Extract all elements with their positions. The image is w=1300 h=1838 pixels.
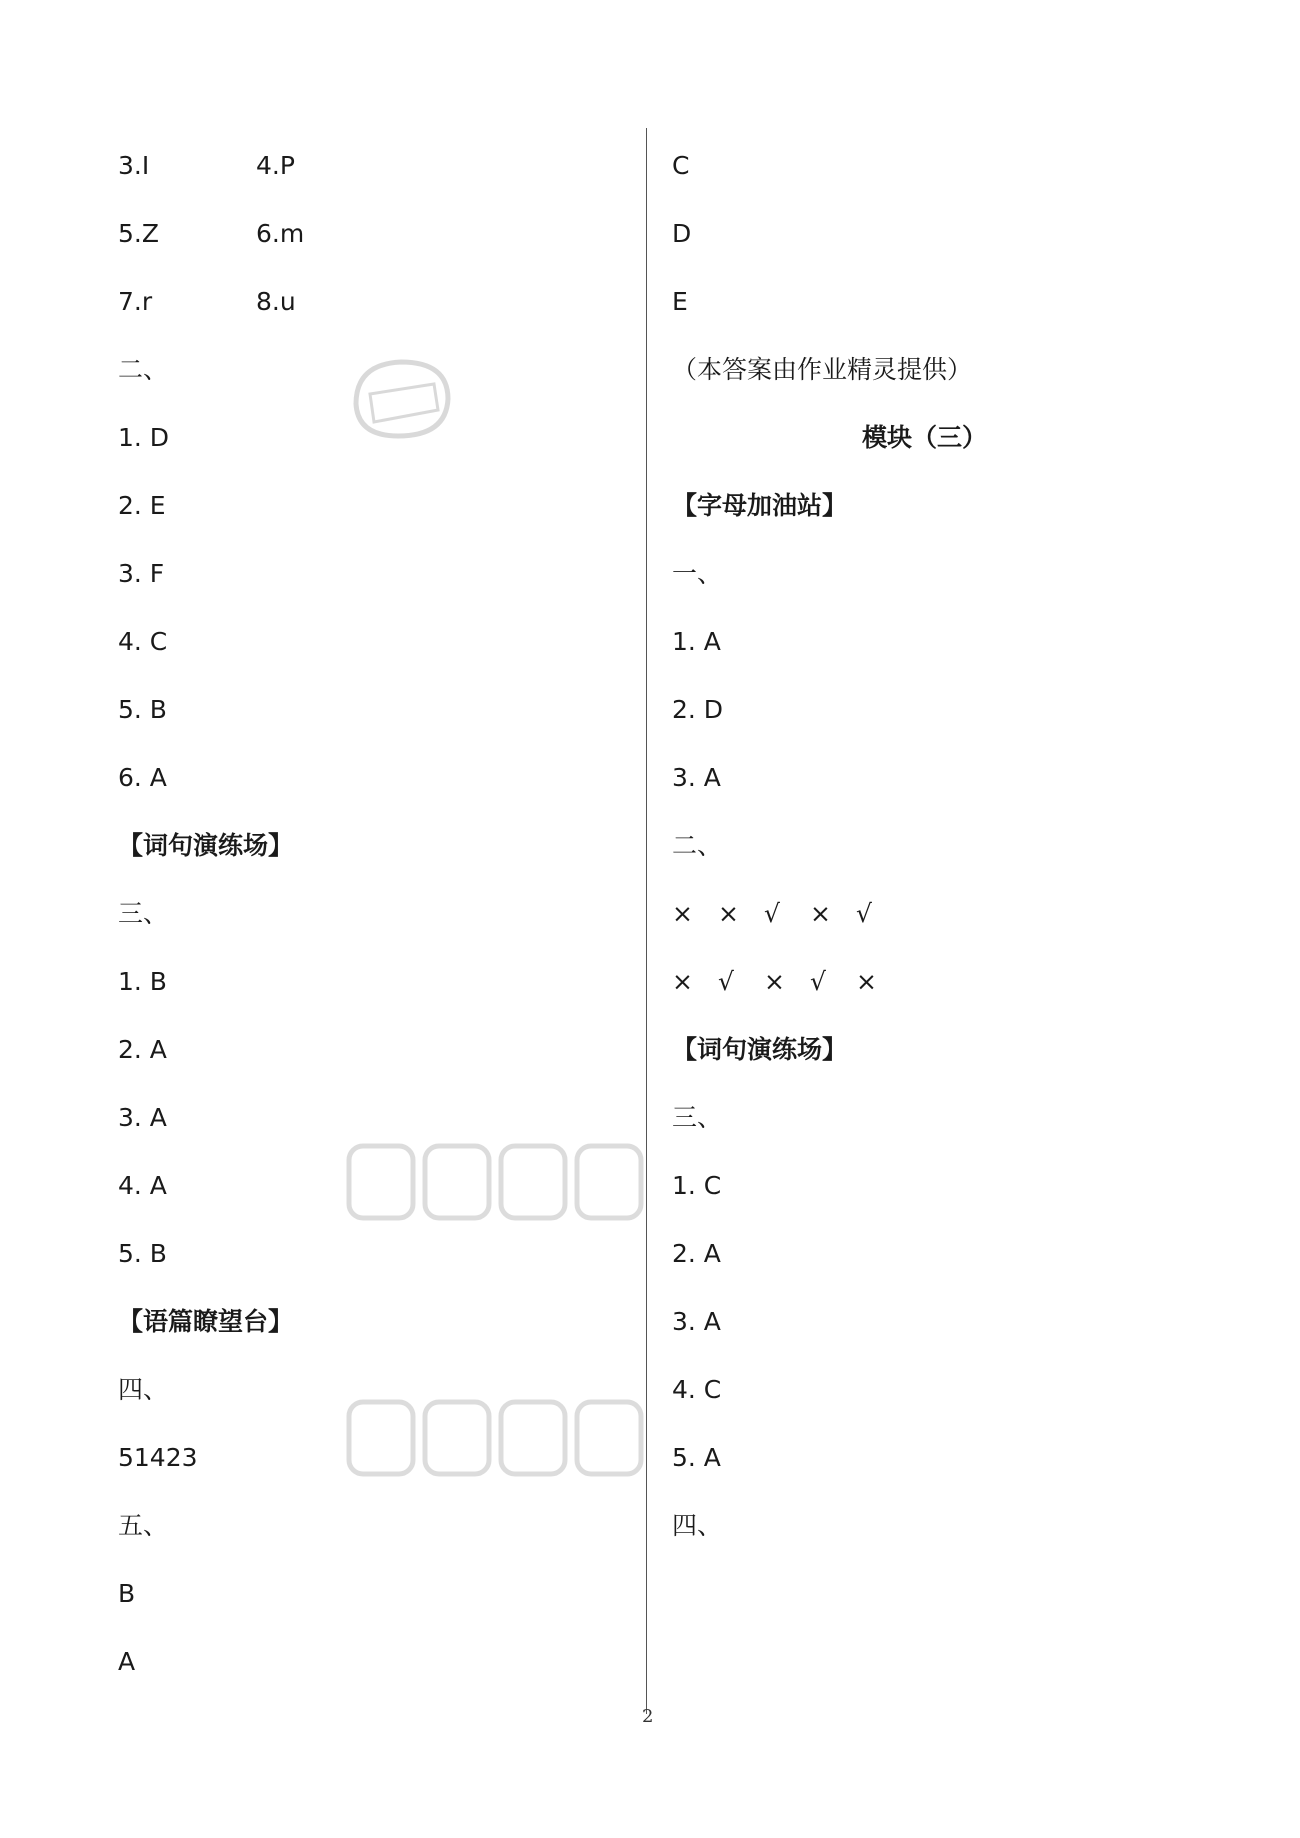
section-heading: 【词句演练场】: [672, 1035, 848, 1064]
answer-pair-row: [118, 286, 296, 318]
answer-item: 2. A: [672, 1239, 721, 1268]
answer-item: C: [672, 151, 690, 180]
judgement-mark: √: [764, 899, 780, 928]
judgement-mark: √: [810, 967, 826, 996]
answer-item: 8.u: [256, 287, 296, 316]
answer-item: E: [672, 287, 688, 316]
judgement-mark: ×: [810, 899, 831, 928]
answer-item: 4. A: [118, 1171, 167, 1200]
answer-item: 1. C: [672, 1171, 722, 1200]
column-divider: [646, 128, 647, 1714]
section-heading: 【语篇瞭望台】: [118, 1307, 294, 1336]
section-number: 一、: [672, 559, 723, 588]
answer-item: 4. C: [118, 627, 168, 656]
answer-item: 3. A: [118, 1103, 167, 1132]
section-number: 二、: [118, 355, 169, 384]
answer-item: 51423: [118, 1443, 198, 1472]
answer-item: D: [672, 219, 692, 248]
judgement-mark: ×: [718, 899, 739, 928]
module-title: 模块（三）: [862, 423, 988, 452]
answer-item: A: [118, 1647, 136, 1676]
section-number: 四、: [672, 1511, 723, 1540]
judgement-mark: ×: [672, 899, 693, 928]
answer-pair-row: [118, 218, 305, 250]
answer-item: B: [118, 1579, 136, 1608]
judgement-marks-row: [672, 898, 902, 930]
section-heading: 【字母加油站】: [672, 491, 848, 520]
judgement-mark: ×: [856, 967, 877, 996]
answer-item: 5. A: [672, 1443, 721, 1472]
section-heading: 【词句演练场】: [118, 831, 294, 860]
page-number: 2: [642, 1706, 654, 1727]
section-number: 二、: [672, 831, 723, 860]
answer-item: 4.P: [256, 151, 295, 180]
answer-item: 2. E: [118, 491, 166, 520]
answer-item: 5. B: [118, 695, 167, 724]
answer-item: 6.m: [256, 219, 305, 248]
answer-item: 5. B: [118, 1239, 167, 1268]
answer-item: 3. F: [118, 559, 165, 588]
source-note: （本答案由作业精灵提供）: [672, 355, 973, 384]
answer-item: 5.Z: [118, 219, 159, 248]
watermark-logo-icon: [336, 344, 466, 454]
answer-item: 1. D: [118, 423, 170, 452]
judgement-mark: √: [718, 967, 734, 996]
watermark-text-icon: [345, 1394, 645, 1484]
judgement-mark: ×: [672, 967, 693, 996]
watermark-text-icon: [345, 1138, 645, 1228]
judgement-marks-row: [672, 966, 902, 998]
judgement-mark: ×: [764, 967, 785, 996]
answer-item: 7.r: [118, 287, 153, 316]
section-number: 四、: [118, 1375, 169, 1404]
answer-item: 1. A: [672, 627, 721, 656]
section-number: 三、: [118, 899, 169, 928]
answer-item: 3. A: [672, 1307, 721, 1336]
answer-item: 2. D: [672, 695, 724, 724]
answer-item: 3.I: [118, 151, 150, 180]
section-number: 三、: [672, 1103, 723, 1132]
judgement-mark: √: [856, 899, 872, 928]
section-number: 五、: [118, 1511, 169, 1540]
answer-item: 6. A: [118, 763, 167, 792]
answer-item: 4. C: [672, 1375, 722, 1404]
answer-item: 1. B: [118, 967, 167, 996]
answer-item: 3. A: [672, 763, 721, 792]
answer-pair-row: [118, 150, 295, 182]
answer-item: 2. A: [118, 1035, 167, 1064]
